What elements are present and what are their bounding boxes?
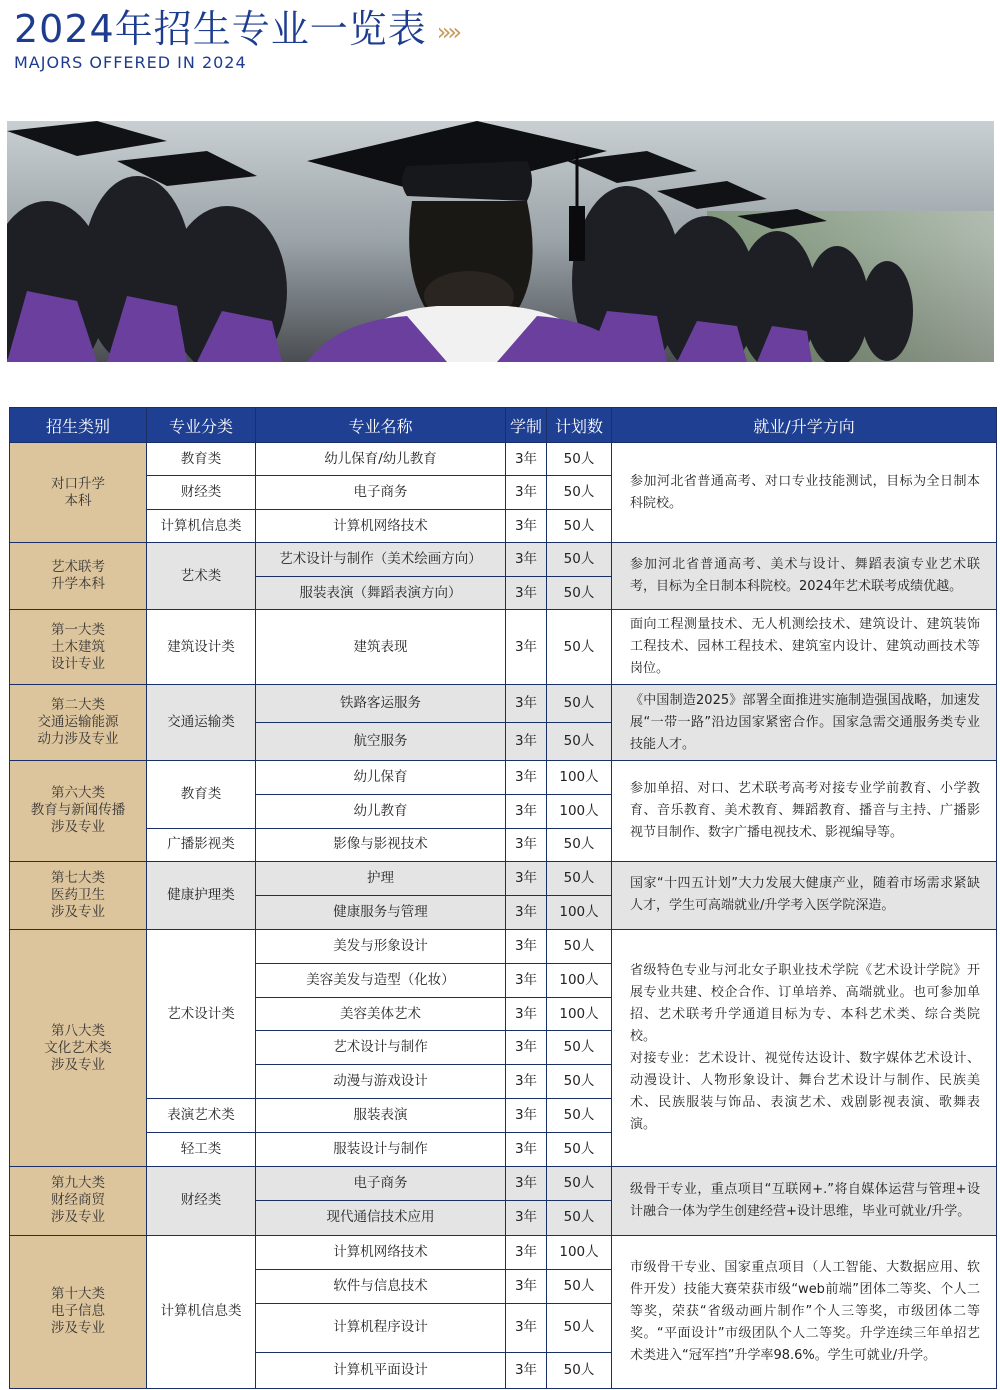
- years-cell: 3年: [506, 1269, 547, 1303]
- major-cell: 建筑表现: [256, 610, 506, 685]
- category-cell: 第九大类 财经商贸 涉及专业: [10, 1167, 147, 1235]
- major-cell: 服装表演: [256, 1099, 506, 1133]
- major-cell: 动漫与游戏设计: [256, 1065, 506, 1099]
- plan-cell: 50人: [547, 577, 612, 610]
- majors-table-body: [10, 443, 997, 1389]
- years-cell: 3年: [506, 998, 547, 1031]
- category-cell: 艺术联考 升学本科: [10, 543, 147, 610]
- category-cell: 对口升学 本科: [10, 443, 147, 543]
- table-row: [10, 685, 997, 723]
- table-row: [10, 1235, 997, 1269]
- subcategory-cell: 教育类: [147, 443, 256, 476]
- plan-cell: 50人: [547, 476, 612, 510]
- category-cell: 第八大类 文化艺术类 涉及专业: [10, 929, 147, 1166]
- direction-cell: 面向工程测量技术、无人机测绘技术、建筑设计、建筑装饰工程技术、园林工程技术、建筑室内设计、建筑动画技术等岗位。: [612, 610, 997, 685]
- years-cell: 3年: [506, 964, 547, 998]
- years-cell: 3年: [506, 510, 547, 543]
- subcategory-cell: 表演艺术类: [147, 1099, 256, 1133]
- major-cell: 健康服务与管理: [256, 895, 506, 929]
- direction-cell: 参加河北省普通高考、美术与设计、舞蹈表演专业艺术联考，目标为全日制本科院校。2024年艺术联考成绩优越。: [612, 543, 997, 610]
- major-cell: 计算机平面设计: [256, 1352, 506, 1388]
- direction-cell: 《中国制造2025》部署全面推进实施制造强国战略，加速发展“一带一路”沿边国家紧密合作。国家急需交通服务类专业技能人才。: [612, 685, 997, 760]
- plan-cell: 100人: [547, 760, 612, 794]
- plan-cell: 100人: [547, 1235, 612, 1269]
- years-cell: 3年: [506, 685, 547, 723]
- table-row: [10, 861, 997, 895]
- plan-cell: 50人: [547, 929, 612, 963]
- plan-cell: 50人: [547, 685, 612, 723]
- years-cell: 3年: [506, 1065, 547, 1099]
- major-cell: 美发与形象设计: [256, 929, 506, 963]
- years-cell: 3年: [506, 610, 547, 685]
- subcategory-cell: 建筑设计类: [147, 610, 256, 685]
- plan-cell: 50人: [547, 1303, 612, 1352]
- column-header-plan: 计划数: [547, 408, 612, 443]
- table-row: [10, 760, 997, 794]
- years-cell: 3年: [506, 1235, 547, 1269]
- table-header-row: [10, 408, 997, 443]
- subcategory-cell: 轻工类: [147, 1133, 256, 1167]
- years-cell: 3年: [506, 760, 547, 794]
- major-cell: 美容美发与造型（化妆）: [256, 964, 506, 998]
- years-cell: 3年: [506, 1133, 547, 1167]
- major-cell: 艺术设计与制作: [256, 1031, 506, 1065]
- subcategory-cell: 交通运输类: [147, 685, 256, 760]
- years-cell: 3年: [506, 577, 547, 610]
- years-cell: 3年: [506, 543, 547, 577]
- years-cell: 3年: [506, 1303, 547, 1352]
- subcategory-cell: 广播影视类: [147, 828, 256, 861]
- column-header-subcategory: 专业分类: [147, 408, 256, 443]
- major-cell: 电子商务: [256, 1167, 506, 1201]
- page-header: [14, 6, 458, 72]
- major-cell: 计算机网络技术: [256, 510, 506, 543]
- table-row: [10, 543, 997, 577]
- plan-cell: 50人: [547, 543, 612, 577]
- direction-cell: 级骨干专业，重点项目“互联网+.”将自媒体运营与管理+设计融合一体为学生创建经营+设计思维，毕业可就业/升学。: [612, 1167, 997, 1235]
- graduation-photo: [7, 121, 994, 362]
- years-cell: 3年: [506, 1352, 547, 1388]
- major-cell: 服装表演（舞蹈表演方向）: [256, 577, 506, 610]
- column-header-category: 招生类别: [10, 408, 147, 443]
- category-cell: 第六大类 教育与新闻传播 涉及专业: [10, 760, 147, 861]
- column-header-major: 专业名称: [256, 408, 506, 443]
- plan-cell: 50人: [547, 510, 612, 543]
- page-subtitle: MAJORS OFFERED IN 2024: [14, 52, 247, 72]
- plan-cell: 100人: [547, 998, 612, 1031]
- table-row: [10, 610, 997, 685]
- major-cell: 计算机程序设计: [256, 1303, 506, 1352]
- plan-cell: 50人: [547, 1031, 612, 1065]
- years-cell: 3年: [506, 929, 547, 963]
- table-row: [10, 929, 997, 963]
- major-cell: 幼儿保育: [256, 760, 506, 794]
- years-cell: 3年: [506, 723, 547, 761]
- column-header-years: 学制: [506, 408, 547, 443]
- subcategory-cell: 艺术设计类: [147, 929, 256, 1098]
- direction-cell: 国家“十四五计划”大力发展大健康产业，随着市场需求紧缺人才，学生可高端就业/升学考入医学院深造。: [612, 861, 997, 929]
- direction-cell: 参加河北省普通高考、对口专业技能测试，目标为全日制本科院校。: [612, 443, 997, 543]
- category-cell: 第七大类 医药卫生 涉及专业: [10, 861, 147, 929]
- table-row: [10, 443, 997, 476]
- major-cell: 电子商务: [256, 476, 506, 510]
- subcategory-cell: 计算机信息类: [147, 510, 256, 543]
- plan-cell: 50人: [547, 1065, 612, 1099]
- subcategory-cell: 健康护理类: [147, 861, 256, 929]
- plan-cell: 50人: [547, 723, 612, 761]
- subcategory-cell: 教育类: [147, 760, 256, 828]
- years-cell: 3年: [506, 1201, 547, 1235]
- plan-cell: 50人: [547, 1167, 612, 1201]
- page-title: 2024年招生专业一览表 »»: [14, 7, 459, 51]
- subcategory-cell: 财经类: [147, 476, 256, 510]
- direction-cell: 参加单招、对口、艺术联考高考对接专业学前教育、小学教育、音乐教育、美术教育、舞蹈教育、播音与主持、广播影视节目制作、数字广播电视技术、影视编导等。: [612, 760, 997, 861]
- major-cell: 幼儿教育: [256, 794, 506, 828]
- years-cell: 3年: [506, 443, 547, 476]
- plan-cell: 100人: [547, 895, 612, 929]
- plan-cell: 50人: [547, 1201, 612, 1235]
- plan-cell: 50人: [547, 1352, 612, 1388]
- years-cell: 3年: [506, 1099, 547, 1133]
- plan-cell: 50人: [547, 861, 612, 895]
- category-cell: 第二大类 交通运输能源 动力涉及专业: [10, 685, 147, 760]
- years-cell: 3年: [506, 861, 547, 895]
- years-cell: 3年: [506, 1031, 547, 1065]
- direction-cell: 市级骨干专业、国家重点项目（人工智能、大数据应用、软件开发）技能大赛荣获市级“web前端”团体二等奖、个人二等奖，荣获“省级动画片制作”个人三等奖，市级团体二等奖。“平面设计”市级团队个人二等奖。升学连续三年单招艺术类进入“冠军挡”升学率98.6%。学生可就业/升学。: [612, 1235, 997, 1389]
- major-cell: 护理: [256, 861, 506, 895]
- plan-cell: 50人: [547, 1099, 612, 1133]
- category-cell: 第十大类 电子信息 涉及专业: [10, 1235, 147, 1389]
- graduation-photo-illustration: [7, 121, 994, 362]
- years-cell: 3年: [506, 828, 547, 861]
- major-cell: 影像与影视技术: [256, 828, 506, 861]
- plan-cell: 50人: [547, 1133, 612, 1167]
- years-cell: 3年: [506, 794, 547, 828]
- table-row: [10, 1167, 997, 1201]
- category-cell: 第一大类 土木建筑 设计专业: [10, 610, 147, 685]
- years-cell: 3年: [506, 476, 547, 510]
- years-cell: 3年: [506, 895, 547, 929]
- subcategory-cell: 艺术类: [147, 543, 256, 610]
- subcategory-cell: 财经类: [147, 1167, 256, 1235]
- major-cell: 计算机网络技术: [256, 1235, 506, 1269]
- major-cell: 艺术设计与制作（美术绘画方向）: [256, 543, 506, 577]
- major-cell: 美容美体艺术: [256, 998, 506, 1031]
- plan-cell: 50人: [547, 610, 612, 685]
- plan-cell: 50人: [547, 828, 612, 861]
- major-cell: 软件与信息技术: [256, 1269, 506, 1303]
- majors-table: [9, 407, 997, 1389]
- major-cell: 幼儿保育/幼儿教育: [256, 443, 506, 476]
- major-cell: 服装设计与制作: [256, 1133, 506, 1167]
- major-cell: 铁路客运服务: [256, 685, 506, 723]
- plan-cell: 100人: [547, 964, 612, 998]
- subcategory-cell: 计算机信息类: [147, 1235, 256, 1389]
- plan-cell: 100人: [547, 794, 612, 828]
- years-cell: 3年: [506, 1167, 547, 1201]
- major-cell: 航空服务: [256, 723, 506, 761]
- plan-cell: 50人: [547, 1269, 612, 1303]
- direction-cell: 省级特色专业与河北女子职业技术学院《艺术设计学院》开展专业共建、校企合作、订单培养、高端就业。也可参加单招、艺术联考升学通道目标为专、本科艺术类、综合类院校。 对接专业：艺术设计、视觉传达设计、数字媒体艺术设计、动漫设计、人物形象设计、舞台艺术设计与制作、民族美术、民族服装与饰品、表演艺术、戏剧影视表演、歌舞表演。: [612, 929, 997, 1166]
- column-header-direction: 就业/升学方向: [612, 408, 997, 443]
- major-cell: 现代通信技术应用: [256, 1201, 506, 1235]
- chevron-right-icon: »»: [436, 17, 459, 46]
- plan-cell: 50人: [547, 443, 612, 476]
